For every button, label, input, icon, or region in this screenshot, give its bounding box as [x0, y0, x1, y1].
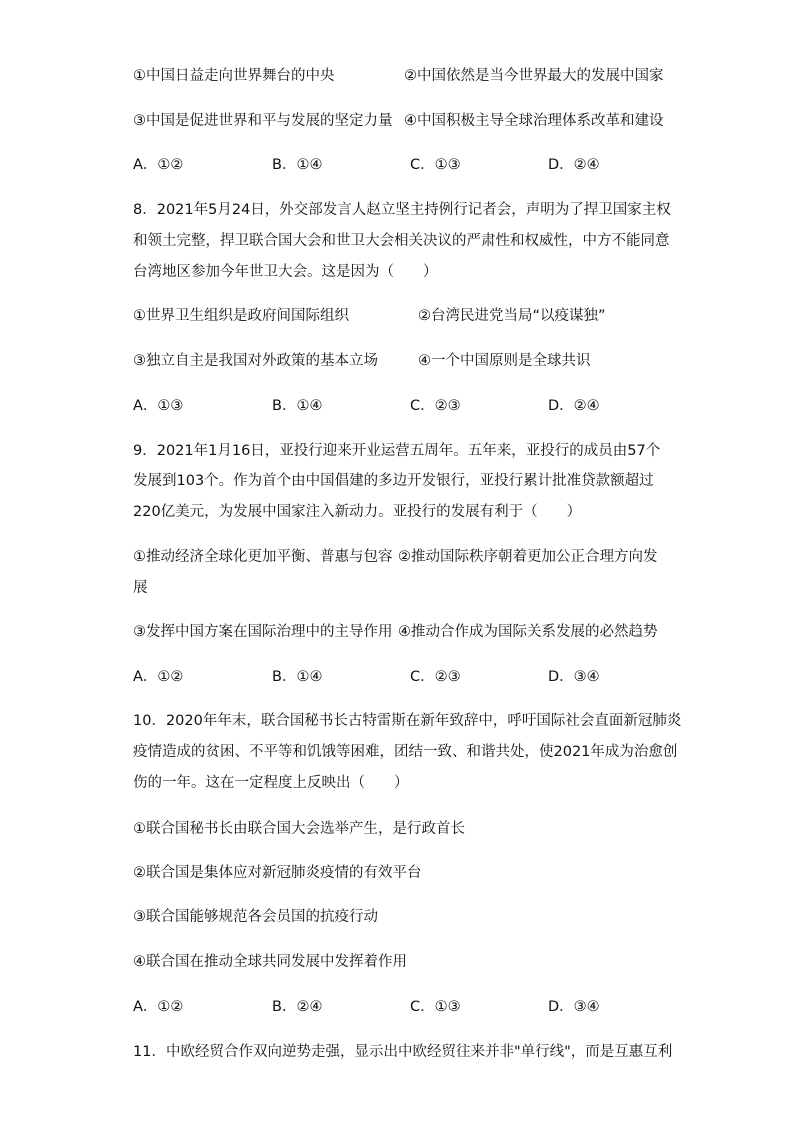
- q10-option-c[interactable]: C．①③: [410, 999, 461, 1015]
- q8-stem-line-2: 和领土完整，捍卫联合国大会和世卫大会相关决议的严肃性和权威性，中方不能同意: [133, 233, 670, 249]
- q9-option-d[interactable]: D．③④: [548, 669, 600, 685]
- q9-statement-3: ③发挥中国方案在国际治理中的主导作用: [133, 624, 393, 640]
- q7-option-c[interactable]: C．①③: [410, 157, 461, 173]
- q9-statement-2-continued: 展: [133, 580, 148, 596]
- q8-statement-3: ③独立自主是我国对外政策的基本立场: [133, 353, 378, 369]
- q7-option-d[interactable]: D．②④: [548, 157, 600, 173]
- q11-stem-line-1: 11．中欧经贸合作双向逆势走强，显示出中欧经贸往来并非"单行线"，而是互惠互利: [133, 1044, 673, 1060]
- q10-statement-1: ①联合国秘书长由联合国大会选举产生，是行政首长: [133, 821, 465, 837]
- q7-statement-2: ②中国依然是当今世界最大的发展中国家: [404, 68, 664, 84]
- q9-statement-1: ①推动经济全球化更加平衡、普惠与包容: [133, 549, 393, 565]
- q8-option-c[interactable]: C．②③: [410, 398, 461, 414]
- q8-options: [133, 396, 693, 416]
- q8-option-a[interactable]: A．①③: [133, 398, 184, 414]
- q8-statement-4: ④一个中国原则是全球共识: [418, 353, 591, 369]
- q9-stem-line-1: 9．2021年1月16日，亚投行迎来开业运营五周年。五年来，亚投行的成员由57个: [133, 443, 661, 459]
- q10-option-d[interactable]: D．③④: [548, 999, 600, 1015]
- q9-option-c[interactable]: C．②③: [410, 669, 461, 685]
- q10-stem-line-1: 10．2020年年末，联合国秘书长古特雷斯在新年致辞中，呼吁国际社会直面新冠肺炎: [133, 713, 682, 729]
- q8-stem-line-3: 台湾地区参加今年世卫大会。这是因为（ ）: [133, 264, 438, 280]
- q7-option-b[interactable]: B．①④: [272, 157, 323, 173]
- q8-statement-1: ①世界卫生组织是政府间国际组织: [133, 308, 349, 324]
- q10-option-b[interactable]: B．②④: [272, 999, 323, 1015]
- q9-stem-line-3: 220亿美元，为发展中国家注入新动力。亚投行的发展有利于（ ）: [133, 504, 582, 520]
- q10-stem-line-2: 疫情造成的贫困、不平等和饥饿等困难，团结一致、和谐共处，使2021年成为治愈创: [133, 744, 678, 760]
- q10-option-a[interactable]: A．①②: [133, 999, 184, 1015]
- q10-options: [133, 997, 693, 1017]
- q8-statement-2: ②台湾民进党当局“以疫谋独”: [418, 308, 606, 324]
- q10-statement-3: ③联合国能够规范各会员国的抗疫行动: [133, 909, 378, 925]
- q9-option-b[interactable]: B．①④: [272, 669, 323, 685]
- q10-statement-2: ②联合国是集体应对新冠肺炎疫情的有效平台: [133, 865, 422, 881]
- q7-options: [133, 155, 693, 175]
- q7-statement-4: ④中国积极主导全球治理体系改革和建设: [404, 113, 664, 129]
- q8-option-b[interactable]: B．①④: [272, 398, 323, 414]
- q7-statement-1: ①中国日益走向世界舞台的中央: [133, 68, 335, 84]
- q10-stem-line-3: 伤的一年。这在一定程度上反映出（ ）: [133, 775, 409, 791]
- q9-option-a[interactable]: A．①②: [133, 669, 184, 685]
- q9-statement-4: ④推动合作成为国际关系发展的必然趋势: [398, 624, 658, 640]
- q9-options: [133, 667, 693, 687]
- q8-stem-line-1: 8．2021年5月24日，外交部发言人赵立坚主持例行记者会，声明为了捍卫国家主权: [133, 202, 671, 218]
- q8-option-d[interactable]: D．②④: [548, 398, 600, 414]
- q10-statement-4: ④联合国在推动全球共同发展中发挥着作用: [133, 954, 407, 970]
- q7-option-a[interactable]: A．①②: [133, 157, 184, 173]
- q7-statement-3: ③中国是促进世界和平与发展的坚定力量: [133, 113, 393, 129]
- q9-stem-line-2: 发展到103个。作为首个由中国倡建的多边开发银行，亚投行累计批准贷款额超过: [133, 473, 654, 489]
- q9-statement-2: ②推动国际秩序朝着更加公正合理方向发: [398, 549, 658, 565]
